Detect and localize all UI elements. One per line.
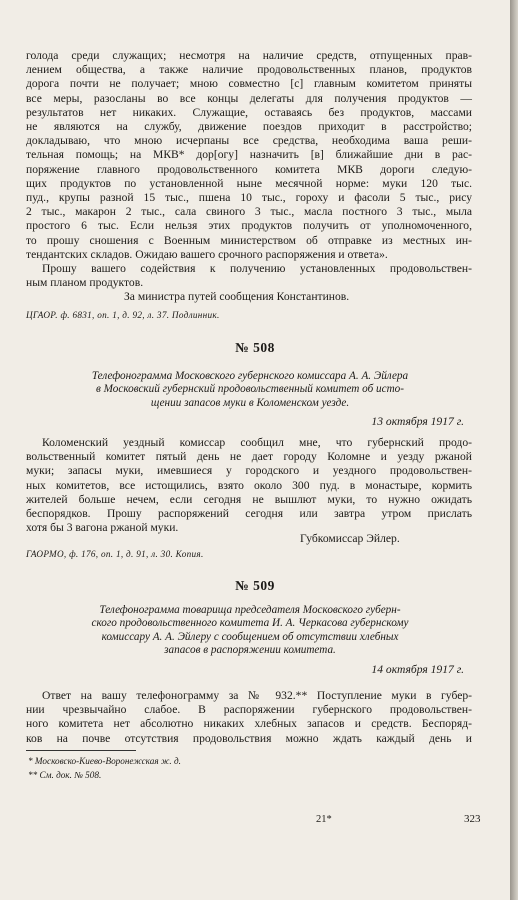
footnote-separator [26, 750, 136, 751]
doc-509-body [26, 689, 472, 746]
doc-509-title [40, 604, 460, 658]
doc-508-date: 13 октября 1917 г. [371, 415, 464, 428]
doc-508-archive-source: ГАОРМО, ф. 176, оп. 1, д. 91, л. 30. Копия. [26, 549, 204, 559]
doc-508-body [26, 436, 472, 535]
text-line: дорога почти не получает; мною совместно [с] главным комитетом приняты [26, 77, 472, 91]
text-line: простого 6 тыс. Если нельзя этих продуктов получить от уполномоченного, [26, 219, 472, 233]
text-line: тендантских складов. Ожидаю вашего срочного распоряжения и ответа». [26, 247, 388, 261]
page-edge-shadow [510, 0, 518, 900]
text-line: пуд., крупы разной 15 тыс., пшена 10 тыс., гороху и фасоли 5 тыс., рису [26, 191, 472, 205]
text-line: результатов нет никаких. Служащие, оставаясь без продуктов, массами [26, 105, 472, 119]
doc-509-date: 14 октября 1917 г. [371, 663, 464, 676]
text-line: ного комитета нет абсолютно никаких хлебных запасов и средств. Беспоряд- [26, 717, 472, 731]
doc-508-title [40, 370, 460, 410]
doc-508-number: № 508 [235, 340, 275, 355]
text-line: жителей больше нечем, если сегодня не вышлют муки, то нужно ожидать [26, 492, 472, 506]
doc-509-number: № 509 [235, 578, 275, 593]
text-line: все меры, разосланы во все концы делегаты для получения продуктов — [26, 91, 472, 105]
text-line: поряжение главного продовольственного комитета МКВ дороги следую- [26, 162, 472, 176]
printer-signature-mark: 21* [316, 814, 332, 825]
text-line: ных комитетов, все истощились, взято около 300 пуд. в монастыре, кормить [26, 478, 472, 492]
title-line: запасов в распоряжении комитета. [164, 644, 336, 657]
title-line: Телефонограмма товарища председателя Московского губерн- [99, 604, 401, 616]
text-line: докладываю, что мною исчерпаны все средства, необходима ваша реши- [26, 134, 472, 148]
text-line: вольственный комитет пятый день не дает городу Коломне и уезду ржаной [26, 450, 472, 464]
text-line: хотя бы 3 вагона ржаной муки. [26, 521, 179, 535]
text-line: муки; запасы муки, имевшиеся у городского и уездного продовольствен- [26, 464, 472, 478]
text-line: не являются на службу, движение поездов приходит в расстройство; [26, 120, 472, 134]
text-line: голода среди служащих; несмотря на наличие средств, отпущенных прав- [26, 49, 472, 62]
title-line: Телефонограмма Московского губернского комиссара А. А. Эйлера [91, 370, 409, 382]
text-line: тельная помощь; на МКВ* дор[огу] назначить [в] ближайшие дни в рас- [26, 148, 472, 162]
text-line: Прошу вашего содействия к получению установленных продовольствен- [42, 262, 472, 276]
text-line: Ответ на вашу телефонограмму за № 932.** Поступление муки в губер- [42, 689, 472, 702]
text-line: щих продуктов по установленной ныне месячной норме: муки 120 тыс. [26, 176, 472, 190]
title-line: щении запасов муки в Коломенском уезде. [150, 396, 350, 409]
doc-508-signature: Губкомиссар Эйлер. [300, 532, 400, 545]
page-number: 323 [464, 813, 481, 825]
text-line: беспорядков. Прошу распоряжений сегодня или завтра утром прислать [26, 507, 472, 521]
intro-text [26, 49, 472, 290]
text-line: нии чрезвычайно слабое. В распоряжении губернского продовольствен- [26, 703, 472, 717]
intro-archive-source: ЦГАОР. ф. 6831, оп. 1, д. 92, л. 37. Подлинник. [26, 310, 220, 320]
text-line: ным планом продуктов. [26, 276, 144, 290]
title-line: комиссару А. А. Эйлеру с сообщением об отсутствии хлебных [101, 630, 399, 643]
text-line: то прошу сношения с Военным министерством об отправке из местных ин- [26, 233, 472, 247]
text-line: лением общества, а также наличие продовольственных планов, продуктов [26, 63, 472, 77]
text-line: ков на почве отсутствия продовольствия можно ждать каждый день и [26, 731, 472, 745]
footnote-2: ** См. док. № 508. [28, 770, 102, 780]
text-line: 2 тыс., макарон 2 тыс., сала свиного 3 тыс., масла постного 3 тыс., мыла [26, 205, 472, 219]
title-line: в Московский губернский продовольственный комитет об исто- [95, 383, 405, 396]
intro-signature: За министра путей сообщения Константинов. [124, 290, 350, 303]
title-line: ского продовольственного комитета И. А. Черкасова губернскому [91, 617, 409, 630]
footnote-1: * Московско-Киево-Воронежская ж. д. [28, 756, 181, 766]
text-line: Коломенский уездный комиссар сообщил мне, что губернский продо- [42, 436, 472, 449]
